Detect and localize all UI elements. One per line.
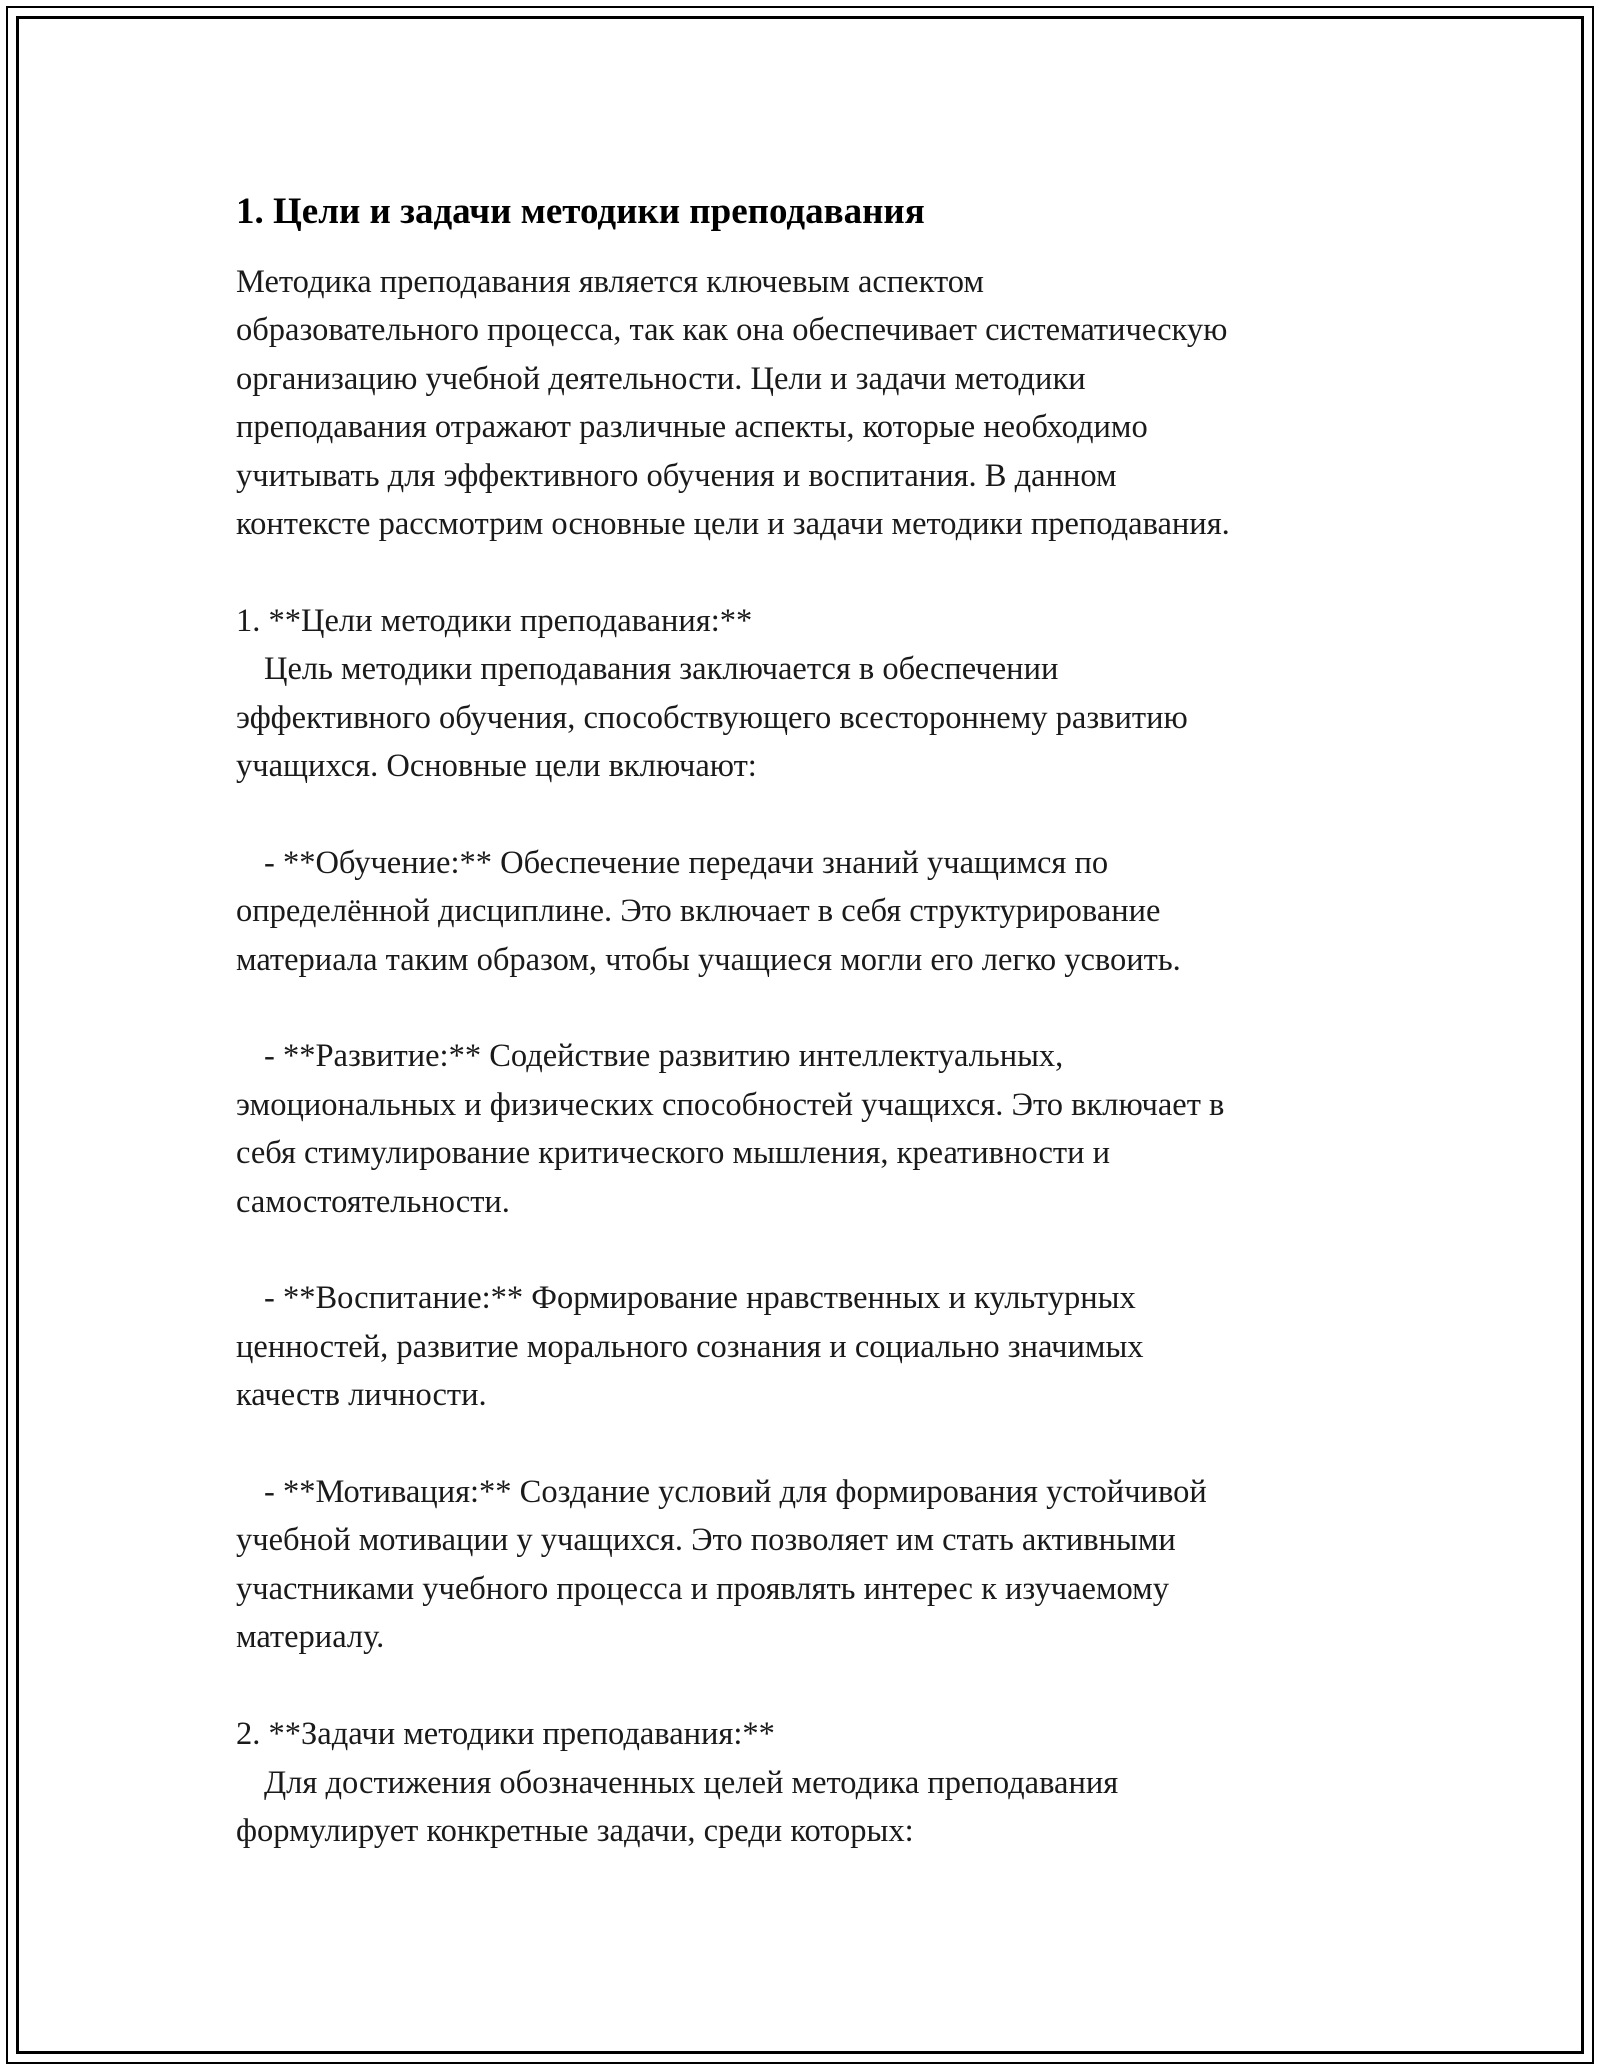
text-line: Цель методики преподавания заключается в обеспечении [264, 651, 1059, 688]
goal-item-motivation [236, 1468, 1416, 1662]
section-heading: 1. Цели и задачи методики преподавания [236, 191, 925, 232]
text-line: самостоятельности. [236, 1183, 510, 1220]
text-line: формулирует конкретные задачи, среди которых: [236, 1812, 914, 1849]
tasks-title: 2. **Задачи методики преподавания:** [236, 1716, 775, 1753]
document-body [236, 188, 1416, 1855]
goal-item-upbringing [236, 1274, 1416, 1419]
text-line: материала таким образом, чтобы учащиеся могли его легко усвоить. [236, 941, 1181, 978]
text-line: учебной мотивации у учащихся. Это позволяет им стать активными [236, 1522, 1176, 1559]
text-line: материалу. [236, 1619, 385, 1656]
blank-line [236, 790, 1416, 838]
text-line: - **Воспитание:** Формирование нравственных и культурных [264, 1280, 1136, 1317]
blank-line [236, 1662, 1416, 1710]
intro-paragraph [236, 258, 1416, 548]
text-line: качеств личности. [236, 1377, 487, 1414]
text-line: контексте рассмотрим основные цели и задачи методики преподавания. [236, 506, 1230, 543]
text-line: Для достижения обозначенных целей методика преподавания [264, 1764, 1119, 1801]
blank-line [236, 548, 1416, 596]
text-line: - **Развитие:** Содействие развитию интеллектуальных, [264, 1038, 1064, 1075]
text-line: себя стимулирование критического мышления, креативности и [236, 1135, 1110, 1172]
tasks-section [236, 1710, 1416, 1855]
text-line: Методика преподавания является ключевым аспектом [236, 264, 984, 300]
text-line: ценностей, развитие морального сознания и социально значимых [236, 1328, 1144, 1365]
blank-line [236, 1226, 1416, 1274]
goals-title: 1. **Цели методики преподавания:** [236, 602, 753, 639]
text-line: эмоциональных и физических способностей учащихся. Это включает в [236, 1086, 1225, 1123]
text-line: определённой дисциплине. Это включает в себя структурирование [236, 893, 1161, 930]
text-line: - **Мотивация:** Создание условий для формирования устойчивой [264, 1474, 1207, 1511]
text-line: участниками учебного процесса и проявлять интерес к изучаемому [236, 1570, 1169, 1607]
text-line: организацию учебной деятельности. Цели и задачи методики [236, 360, 1086, 397]
blank-line [236, 1420, 1416, 1468]
blank-line [236, 984, 1416, 1032]
goal-item-development [236, 1032, 1416, 1226]
text-line: образовательного процесса, так как она обеспечивает систематическую [236, 312, 1228, 349]
goals-section [236, 597, 1416, 1662]
text-line: - **Обучение:** Обеспечение передачи знаний учащимся по [264, 844, 1109, 881]
text-line: учитывать для эффективного обучения и воспитания. В данном [236, 457, 1117, 494]
goal-item-learning [236, 839, 1416, 984]
text-line: эффективного обучения, способствующего всестороннему развитию [236, 699, 1188, 736]
text-line: учащихся. Основные цели включают: [236, 748, 757, 785]
text-line: преподавания отражают различные аспекты, которые необходимо [236, 409, 1148, 446]
